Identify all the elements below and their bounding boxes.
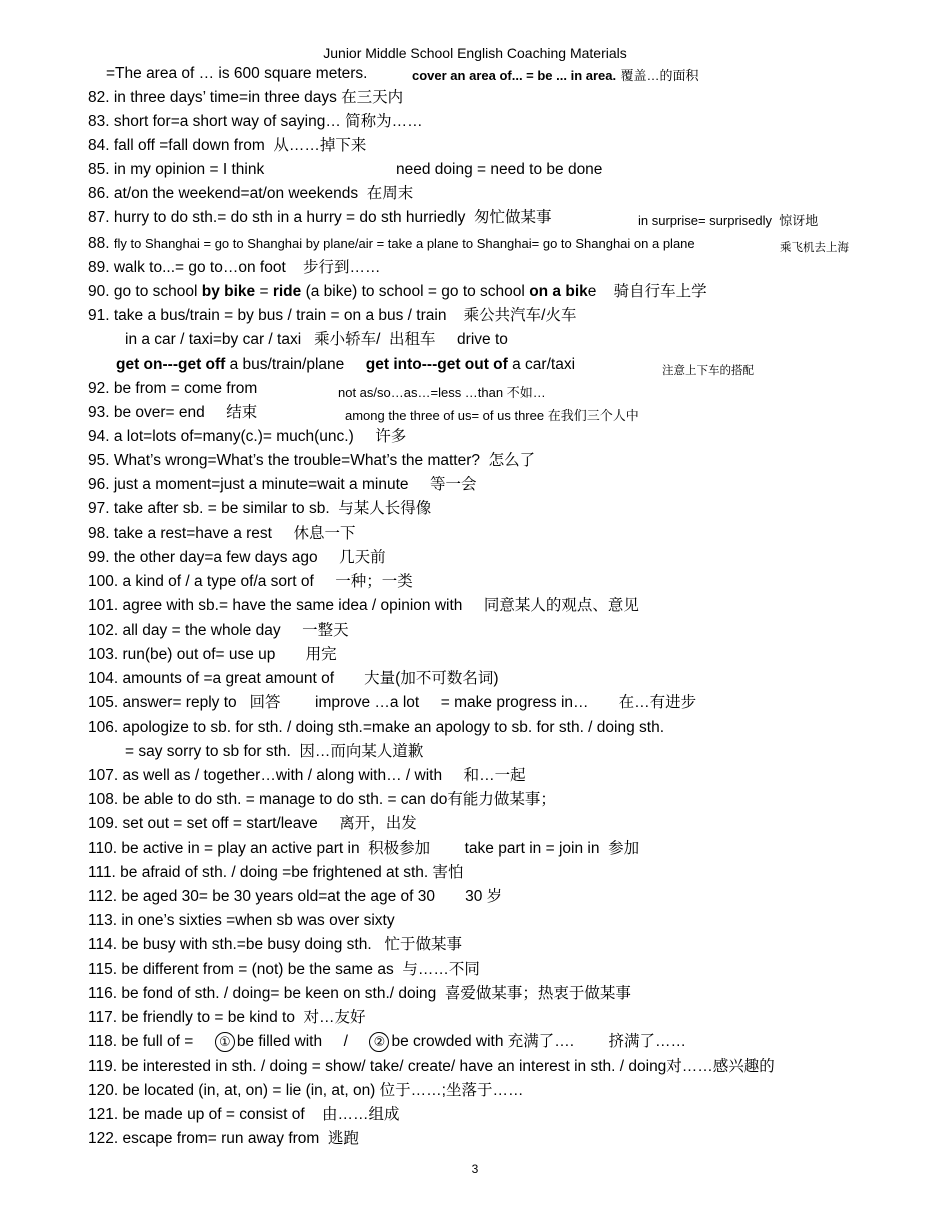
line-106b-text: = say sorry to sb for sth. 因…而向某人道歉 [125, 743, 424, 760]
line-115 [88, 960, 480, 980]
line-92-text: 92. be from = come from [88, 380, 258, 397]
line-113-text: 113. in one’s sixties =when sb was over sixty [88, 912, 395, 929]
line-101 [88, 596, 639, 616]
line-82-text: 82. in three days’ time=in three days 在三天内 [88, 89, 404, 106]
line-92 [88, 379, 257, 399]
line-99 [88, 548, 386, 568]
line-88-num: 88. [88, 235, 110, 252]
line-102-text: 102. all day = the whole day 一整天 [88, 622, 349, 639]
line-106-text: 106. apologize to sb. for sth. / doing sth.=make an apology to sb. for sth. / doing sth. [88, 719, 665, 736]
line-120-text: 120. be located (in, at, on) = lie (in, at, on) 位于……;坐落于…… [88, 1082, 524, 1099]
line-121-text: 121. be made up of = consist of 由……组成 [88, 1106, 400, 1123]
line-91b-text: in a car / taxi=by car / taxi 乘小轿车/ 出租车 drive to [125, 331, 508, 348]
line-119-text: 119. be interested in sth. / doing = show/ take/ create/ have an interest in sth. / doing对……感兴趣的 [88, 1058, 775, 1075]
line-87 [88, 208, 552, 228]
line-83-text: 83. short for=a short way of saying… 简称为…… [88, 113, 423, 130]
line-91c-a: get on---get off [116, 356, 226, 373]
line-85-note [396, 160, 602, 180]
line-90-e: (a bike) to school = go to school [301, 283, 530, 300]
line-110-text: 110. be active in = play an active part in 积极参加 take part in = join in 参加 [88, 840, 640, 857]
line-95-text: 95. What’s wrong=What’s the trouble=What’s the matter? 怎么了 [88, 452, 536, 469]
line-97 [88, 499, 431, 519]
line-99-text: 99. the other day=a few days ago 几天前 [88, 549, 386, 566]
line-90-g: e 骑自行车上学 [587, 283, 707, 300]
line-85-note-text: need doing = need to be done [396, 161, 603, 178]
line-106b [125, 742, 423, 762]
line-111 [88, 863, 464, 883]
line-98-text: 98. take a rest=have a rest 休息一下 [88, 525, 356, 542]
line-109-text: 109. set out = set off = start/leave 离开，出发 [88, 815, 417, 832]
line-88 [88, 234, 695, 254]
line-87-note-text: in surprise= surprisedly 惊讶地 [638, 213, 819, 228]
line-91b [125, 330, 508, 350]
line-91c-c: get into---get out of [365, 356, 508, 373]
line-107 [88, 766, 526, 786]
line-122-text: 122. escape from= run away from 逃跑 [88, 1130, 359, 1147]
line-96-text: 96. just a moment=just a minute=wait a minute 等一会 [88, 476, 477, 493]
line-88-note [780, 238, 849, 258]
line-88-text: fly to Shanghai = go to Shanghai by plane/air = take a plane to Shanghai= go to Shanghai on a plane [113, 236, 695, 251]
line-100-text: 100. a kind of / a type of/a sort of 一种；一类 [88, 573, 413, 590]
line-84 [88, 136, 366, 156]
line-93-note [345, 406, 639, 426]
line-area-text: =The area of … is 600 square meters. [106, 65, 368, 82]
line-112-text: 112. be aged 30= be 30 years old=at the age of 30 30 岁 [88, 888, 503, 905]
line-91-note-text: 注意上下车的搭配 [662, 365, 754, 377]
line-109 [88, 814, 417, 834]
line-95 [88, 451, 535, 471]
page-number: 3 [471, 1162, 479, 1176]
line-114-text: 114. be busy with sth.=be busy doing sth. 忙于做某事 [88, 936, 463, 953]
line-112 [88, 887, 502, 907]
line-116-text: 116. be fond of sth. / doing= be keen on sth./ doing 喜爱做某事；热衷于做某事 [88, 985, 631, 1002]
line-91-note [662, 361, 754, 381]
line-91c [116, 355, 575, 375]
line-117-text: 117. be friendly to = be kind to 对…友好 [88, 1009, 366, 1026]
line-85-text: 85. in my opinion = I think [88, 161, 265, 178]
line-104-text: 104. amounts of =a great amount of 大量(加不可数名词) [88, 670, 499, 687]
line-105-text: 105. answer= reply to 回答 improve …a lot = make progress in… 在…有进步 [88, 694, 697, 711]
line-86-text: 86. at/on the weekend=at/on weekends 在周末 [88, 185, 414, 202]
line-85 [88, 160, 264, 180]
line-117 [88, 1008, 366, 1028]
line-107-text: 107. as well as / together…with / along with… / with 和…一起 [88, 767, 526, 784]
line-87-text: 87. hurry to do sth.= do sth in a hurry = do sth hurriedly 匆忙做某事 [88, 209, 552, 226]
line-94 [88, 427, 406, 447]
line-84-text: 84. fall off =fall down from 从……掉下来 [88, 137, 367, 154]
line-114 [88, 935, 462, 955]
line-98 [88, 524, 356, 544]
line-105 [88, 693, 696, 713]
line-113 [88, 911, 395, 931]
line-115-text: 115. be different from = (not) be the same as 与……不同 [88, 961, 480, 978]
line-103-text: 103. run(be) out of= use up 用完 [88, 646, 337, 663]
line-90 [88, 282, 707, 302]
line-93-text: 93. be over= end 结束 [88, 404, 258, 421]
line-93-note-text: among the three of us= of us three 在我们三个人中 [345, 408, 639, 423]
line-118 [88, 1032, 686, 1052]
line-94-text: 94. a lot=lots of=many(c.)= much(unc.) 许多 [88, 428, 407, 445]
line-108 [88, 790, 556, 810]
circled-one-icon: ① [215, 1032, 235, 1052]
line-119 [88, 1057, 775, 1077]
note-cover-area-cn: 覆盖…的面积 [620, 68, 699, 83]
line-90-f: on a bik [529, 283, 588, 300]
line-91c-b: a bus/train/plane [225, 356, 366, 373]
line-118-a: 118. be full of = [88, 1033, 215, 1051]
line-83 [88, 112, 423, 132]
line-97-text: 97. take after sb. = be similar to sb. 与某人长得像 [88, 500, 432, 517]
line-91-text: 91. take a bus/train = by bus / train = on a bus / train 乘公共汽车/火车 [88, 307, 577, 324]
line-92-note-text: not as/so…as…=less …than 不如… [338, 385, 546, 400]
page-header: Junior Middle School English Coaching Materials [323, 45, 627, 61]
line-90-a: 90. go to school [88, 283, 202, 300]
line-111-text: 111. be afraid of sth. / doing =be frightened at sth. 害怕 [88, 864, 464, 881]
line-122 [88, 1129, 359, 1149]
line-91 [88, 306, 576, 326]
line-106 [88, 718, 664, 738]
line-92-note [338, 383, 546, 403]
line-82 [88, 88, 403, 108]
line-area-note [412, 66, 698, 86]
line-88-note-text: 乘飞机去上海 [780, 242, 849, 254]
line-121 [88, 1105, 399, 1125]
line-90-b: by bike [201, 283, 256, 300]
line-110 [88, 839, 639, 859]
line-108-text: 108. be able to do sth. = manage to do sth. = can do有能力做某事； [88, 791, 556, 808]
line-90-c: = [255, 283, 273, 300]
line-87-note [638, 211, 818, 231]
line-93 [88, 403, 257, 423]
line-118-b: be filled with / [236, 1033, 370, 1051]
line-96 [88, 475, 477, 495]
line-103 [88, 645, 337, 665]
line-86 [88, 184, 413, 204]
line-89 [88, 258, 380, 278]
line-116 [88, 984, 631, 1004]
line-101-text: 101. agree with sb.= have the same idea / opinion with 同意某人的观点、意见 [88, 597, 639, 614]
line-118-d: be crowded with 充满了…. 挤满了…… [391, 1033, 687, 1051]
line-90-d: ride [272, 283, 302, 300]
line-120 [88, 1081, 523, 1101]
line-104 [88, 669, 498, 689]
line-89-text: 89. walk to...= go to…on foot 步行到…… [88, 259, 381, 276]
line-91c-d: a car/taxi [507, 356, 576, 373]
line-100 [88, 572, 413, 592]
note-cover-area: cover an area of... = be ... in area. [412, 68, 617, 83]
circled-two-icon: ② [369, 1032, 389, 1052]
line-area [106, 64, 367, 84]
line-102 [88, 621, 349, 641]
